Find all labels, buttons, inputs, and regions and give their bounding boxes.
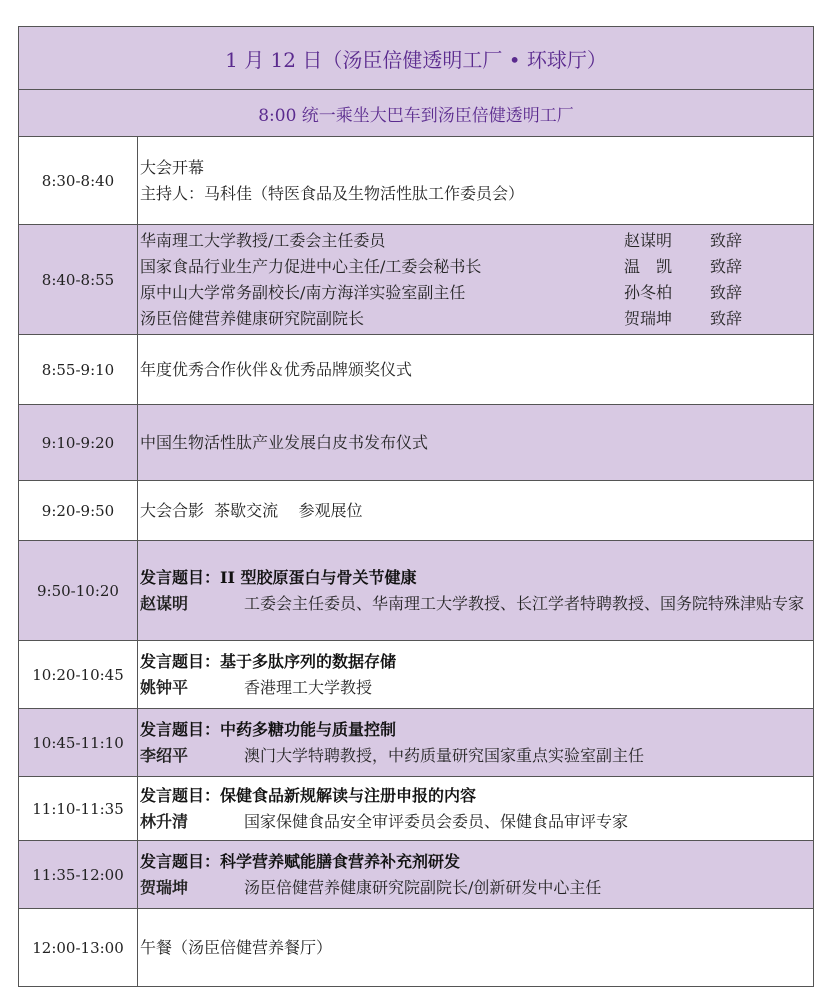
speaker-desc: 工委会主任委员、华南理工大学教授、长江学者特聘教授、国务院特殊津贴专家 [244, 593, 805, 613]
speaker-affiliation: 华南理工大学教授/工委会主任委员 [140, 230, 386, 250]
time-cell: 10:20-10:45 [19, 641, 138, 709]
speech-line [140, 228, 813, 254]
talk-speaker-line [140, 743, 813, 769]
schedule-row-talk [19, 641, 814, 709]
schedule-table [18, 26, 814, 987]
talk-title-line [140, 565, 813, 591]
talk-title: 中药多糖功能与质量控制 [220, 719, 397, 739]
schedule-row-lunch [19, 909, 814, 987]
content-cell [138, 777, 814, 841]
content-cell [138, 137, 814, 225]
speech-type: 致辞 [710, 282, 743, 302]
speaker-name: 温 凯 [624, 256, 673, 276]
talk-label: 发言题目： [140, 851, 221, 871]
bus-row [19, 90, 814, 137]
schedule-row-talk [19, 841, 814, 909]
content-cell: 中国生物活性肽产业发展白皮书发布仪式 [138, 405, 814, 481]
speaker-affiliation: 汤臣倍健营养健康研究院副院长 [140, 308, 365, 328]
talk-title: 保健食品新规解读与注册申报的内容 [220, 785, 477, 805]
event-title: 大会开幕 [140, 157, 205, 177]
content-cell [138, 641, 814, 709]
speaker-name: 林升清 [140, 811, 189, 831]
talk-title-line [140, 783, 813, 809]
talk-speaker-line [140, 675, 813, 701]
schedule-row-speeches [19, 225, 814, 335]
schedule-row-award [19, 335, 814, 405]
date-header-row [19, 27, 814, 90]
content-cell [138, 225, 814, 335]
talk-label: 发言题目： [140, 651, 221, 671]
time-cell: 9:10-9:20 [19, 405, 138, 481]
speech-line [140, 280, 813, 306]
bus-notice: 8:00 统一乘坐大巴车到汤臣倍健透明工厂 [19, 90, 814, 137]
speaker-name: 赵谋明 [624, 230, 673, 250]
talk-label: 发言题目： [140, 785, 221, 805]
talk-title-line [140, 849, 813, 875]
talk-label: 发言题目： [140, 719, 221, 739]
speaker-name: 李绍平 [140, 745, 189, 765]
time-cell: 11:10-11:35 [19, 777, 138, 841]
talk-title: II 型胶原蛋白与骨关节健康 [220, 567, 417, 587]
time-cell: 8:30-8:40 [19, 137, 138, 225]
schedule-row-talk [19, 777, 814, 841]
schedule-row-photo [19, 481, 814, 541]
time-cell: 9:20-9:50 [19, 481, 138, 541]
talk-speaker-line [140, 875, 813, 901]
speaker-affiliation: 原中山大学常务副校长/南方海洋实验室副主任 [140, 282, 466, 302]
time-cell: 8:55-9:10 [19, 335, 138, 405]
speaker-desc: 汤臣倍健营养健康研究院副院长/创新研发中心主任 [244, 877, 602, 897]
content-cell: 午餐（汤臣倍健营养餐厅） [138, 909, 814, 987]
talk-title: 基于多肽序列的数据存储 [220, 651, 397, 671]
time-cell: 12:00-13:00 [19, 909, 138, 987]
speaker-desc: 澳门大学特聘教授，中药质量研究国家重点实验室副主任 [244, 745, 645, 765]
time-cell: 9:50-10:20 [19, 541, 138, 641]
content-cell [138, 541, 814, 641]
content-cell [138, 841, 814, 909]
time-cell: 10:45-11:10 [19, 709, 138, 777]
speech-type: 致辞 [710, 308, 743, 328]
content-cell: 大会合影 茶歇交流 参观展位 [138, 481, 814, 541]
content-cell: 年度优秀合作伙伴＆优秀品牌颁奖仪式 [138, 335, 814, 405]
speaker-desc: 国家保健食品安全审评委员会委员、保健食品审评专家 [244, 811, 629, 831]
speaker-desc: 香港理工大学教授 [244, 677, 373, 697]
schedule-row-talk [19, 541, 814, 641]
schedule-row-talk [19, 709, 814, 777]
talk-speaker-line [140, 809, 813, 835]
schedule-row-opening [19, 137, 814, 225]
speaker-affiliation: 国家食品行业生产力促进中心主任/工委会秘书长 [140, 256, 482, 276]
speaker-name: 姚钟平 [140, 677, 189, 697]
speech-line [140, 254, 813, 280]
date-title: 1 月 12 日（汤臣倍健透明工厂 • 环球厅） [19, 27, 814, 90]
time-cell: 11:35-12:00 [19, 841, 138, 909]
speech-type: 致辞 [710, 230, 743, 250]
content-cell [138, 709, 814, 777]
speaker-name: 贺瑞坤 [140, 877, 189, 897]
time-cell: 8:40-8:55 [19, 225, 138, 335]
speaker-name: 贺瑞坤 [624, 308, 673, 328]
speech-line [140, 306, 813, 332]
talk-label: 发言题目： [140, 567, 221, 587]
talk-title-line [140, 717, 813, 743]
speaker-name: 孙冬柏 [624, 282, 673, 302]
talk-title: 科学营养赋能膳食营养补充剂研发 [220, 851, 461, 871]
talk-title-line [140, 649, 813, 675]
speech-type: 致辞 [710, 256, 743, 276]
host-line: 主持人：马科佳（特医食品及生物活性肽工作委员会） [140, 183, 525, 203]
speaker-name: 赵谋明 [140, 593, 189, 613]
talk-speaker-line [140, 591, 813, 617]
schedule-table-wrapper [18, 26, 814, 987]
schedule-row-whitepaper [19, 405, 814, 481]
